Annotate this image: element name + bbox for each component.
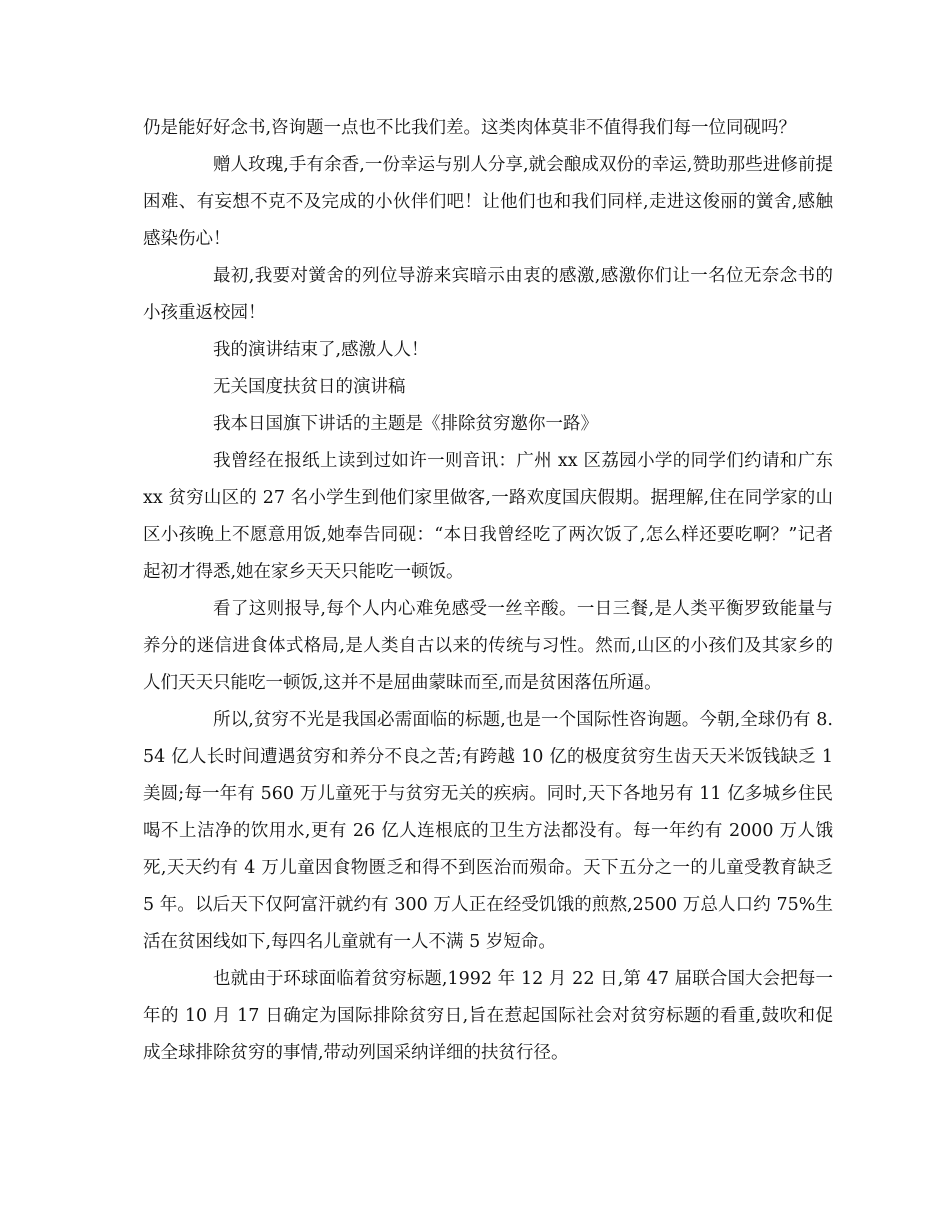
paragraph-2: 赠人玫瑰,手有余香,一份幸运与别人分享,就会酿成双份的幸运,赞助那些进修前提困难、有妄想不克不及完成的小伙伴们吧！让他们也和我们同样,走进这俊丽的黉舍,感触感染伤心！ [143,155,833,249]
paragraph-10: 也就由于环球面临着贫穷标题,1992 年 12 月 22 日,第 47 届联合国大会把每一年的 10 月 17 日确定为国际排除贫穷日,旨在惹起国际社会对贫穷标题的看重,鼓吹和促成全球排除贫穷的事情,带动列国采纳详细的扶贫行径。 [143,969,833,1063]
paragraph-4: 我的演讲结束了,感激人人！ [213,340,429,360]
paragraph-9: 所以,贫穷不光是我国必需面临的标题,也是一个国际性咨询题。今朝,全球仍有 8.54 亿人长时间遭遇贫穷和养分不良之苦;有跨越 10 亿的极度贫穷生齿天天米饭钱缺乏 1 美圆;每一年有 560 万儿童死于与贫穷无关的疾病。同时,天下各地另有 11 亿多城乡住民喝不上洁净的饮用水,更有 26 亿人连根底的卫生方法都没有。每一年约有 2000 万人饿死,天天约有 4 万儿童因食物匮乏和得不到医治而殒命。天下五分之一的儿童受教育缺乏 5 年。以后天下仅阿富汗就约有 300 万人正在经受饥饿的煎熬,2500 万总人口约 75%生活在贫困线如下,每四名儿童就有一人不满 5 岁短命。 [143,710,833,952]
paragraph-1: 仍是能好好念书,咨询题一点也不比我们差。这类肉体莫非不值得我们每一位同砚吗？ [143,118,797,138]
paragraph-topic: 我本日国旗下讲话的主题是《排除贫穷邀你一路》 [213,414,598,434]
paragraph-8: 看了这则报导,每个人内心难免感受一丝辛酸。一日三餐,是人类平衡罗致能量与养分的迷信进食体式格局,是人类自古以来的传统与习性。然而,山区的小孩们及其家乡的人们天天只能吃一顿饭,这并不是屈曲蒙昧而至,而是贫困落伍所逼。 [143,599,833,693]
paragraph-3: 最初,我要对黉舍的列位导游来宾暗示由衷的感激,感激你们让一名位无奈念书的小孩重返校园！ [143,266,833,323]
document-body [143,110,833,1072]
paragraph-7: 我曾经在报纸上读到过如许一则音讯：广州 xx 区荔园小学的同学们约请和广东 xx 贫穷山区的 27 名小学生到他们家里做客,一路欢度国庆假期。据理解,住在同学家的山区小孩晚上不愿意用饭,她奉告同砚：“本日我曾经吃了两次饭了,怎么样还要吃啊？”记者起初才得悉,她在家乡天天只能吃一顿饭。 [143,451,833,582]
section-heading: 无关国度扶贫日的演讲稿 [213,377,406,397]
